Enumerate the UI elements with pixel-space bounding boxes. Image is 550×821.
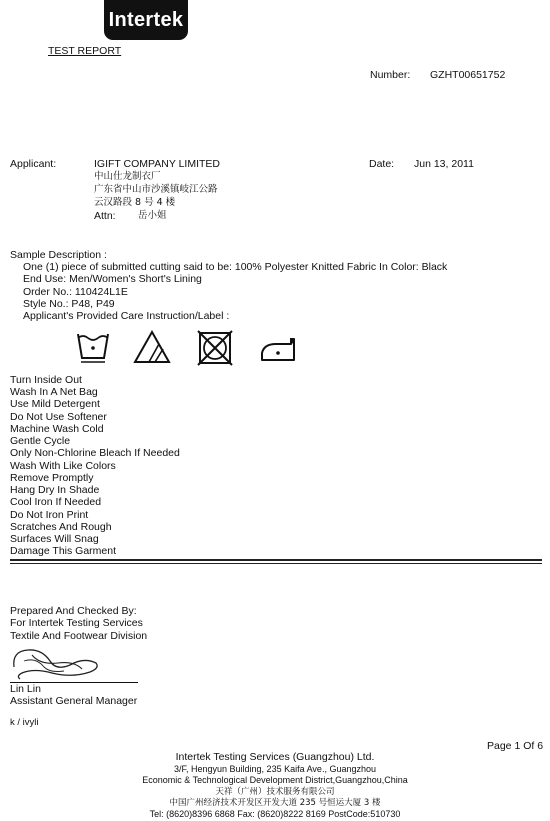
care-instruction-item: Damage This Garment bbox=[10, 545, 117, 557]
prepared-for-line: For Intertek Testing Services bbox=[10, 617, 143, 629]
footer-chinese-address: 中国广州经济技术开发区开发大道 235 号恒运大厦 3 楼 bbox=[169, 798, 381, 808]
sample-description-title: Sample Description : bbox=[10, 249, 107, 261]
footer-address-line: 3/F, Hengyun Building, 235 Kaifa Ave., Guangzhou bbox=[174, 764, 376, 774]
care-instruction-item: Machine Wash Cold bbox=[10, 423, 104, 435]
prepared-by-label: Prepared And Checked By: bbox=[10, 605, 137, 617]
signer-title: Assistant General Manager bbox=[10, 695, 138, 707]
care-instruction-item: Use Mild Detergent bbox=[10, 398, 100, 410]
care-instruction-item: Do Not Iron Print bbox=[10, 509, 89, 521]
number-value: GZHT00651752 bbox=[430, 69, 506, 81]
attn-label: Attn: bbox=[94, 210, 116, 222]
footer-address-line: Economic & Technological Development District,Guangzhou,China bbox=[142, 775, 408, 785]
applicant-chinese-line: 中山仕龙制衣厂 bbox=[94, 171, 161, 182]
care-instruction-item: Wash With Like Colors bbox=[10, 460, 116, 472]
iron-low-icon bbox=[258, 328, 298, 368]
care-instruction-item: Cool Iron If Needed bbox=[10, 496, 102, 508]
care-instruction-item: Wash In A Net Bag bbox=[10, 386, 98, 398]
attn-value: 岳小姐 bbox=[138, 210, 167, 221]
signer-name: Lin Lin bbox=[10, 683, 41, 695]
intertek-logo: Intertek bbox=[104, 0, 188, 40]
typist-initials: k / ivyli bbox=[10, 717, 39, 728]
footer-chinese-company: 天祥（广州）技术服务有限公司 bbox=[215, 787, 335, 797]
applicant-chinese-line: 云汉路段 8 号 4 楼 bbox=[94, 197, 176, 208]
care-instruction-item: Scratches And Rough bbox=[10, 521, 112, 533]
applicant-chinese-line: 广东省中山市沙溪镇岐江公路 bbox=[94, 184, 218, 195]
sample-description-line: Style No.: P48, P49 bbox=[23, 298, 115, 310]
date-label: Date: bbox=[369, 158, 395, 170]
footer-company: Intertek Testing Services (Guangzhou) Ltd. bbox=[175, 751, 375, 763]
sample-description-line: One (1) piece of submitted cutting said to be: 100% Polyester Knitted Fabric In Color: Black bbox=[23, 261, 448, 273]
sample-description-line: Order No.: 110424L1E bbox=[23, 286, 128, 298]
prepared-division-line: Textile And Footwear Division bbox=[10, 630, 148, 642]
section-divider-thick bbox=[10, 559, 542, 561]
non-chlorine-bleach-icon bbox=[132, 328, 172, 368]
care-instruction-item: Remove Promptly bbox=[10, 472, 94, 484]
wash-30-gentle-icon bbox=[73, 328, 113, 368]
date-value: Jun 13, 2011 bbox=[414, 158, 474, 170]
care-instruction-item: Gentle Cycle bbox=[10, 435, 71, 447]
care-instruction-item: Do Not Use Softener bbox=[10, 411, 107, 423]
sample-description-line: Applicant's Provided Care Instruction/Label : bbox=[23, 310, 230, 322]
applicant-label: Applicant: bbox=[10, 158, 57, 170]
applicant-name: IGIFT COMPANY LIMITED bbox=[94, 158, 221, 170]
number-label: Number: bbox=[370, 69, 411, 81]
care-instruction-item: Hang Dry In Shade bbox=[10, 484, 100, 496]
sample-description-line: End Use: Men/Women's Short's Lining bbox=[23, 273, 202, 285]
signature-image bbox=[10, 643, 102, 681]
page-number: Page 1 Of 6 bbox=[487, 740, 544, 752]
do-not-tumble-dry-icon bbox=[195, 328, 235, 368]
care-instruction-item: Turn Inside Out bbox=[10, 374, 82, 386]
section-divider-thin bbox=[10, 563, 542, 564]
footer-contact: Tel: (8620)8396 6868 Fax: (8620)8222 8169 PostCode:510730 bbox=[149, 809, 401, 819]
care-instruction-item: Surfaces Will Snag bbox=[10, 533, 99, 545]
report-title: TEST REPORT bbox=[48, 45, 122, 57]
care-instruction-item: Only Non-Chlorine Bleach If Needed bbox=[10, 447, 180, 459]
